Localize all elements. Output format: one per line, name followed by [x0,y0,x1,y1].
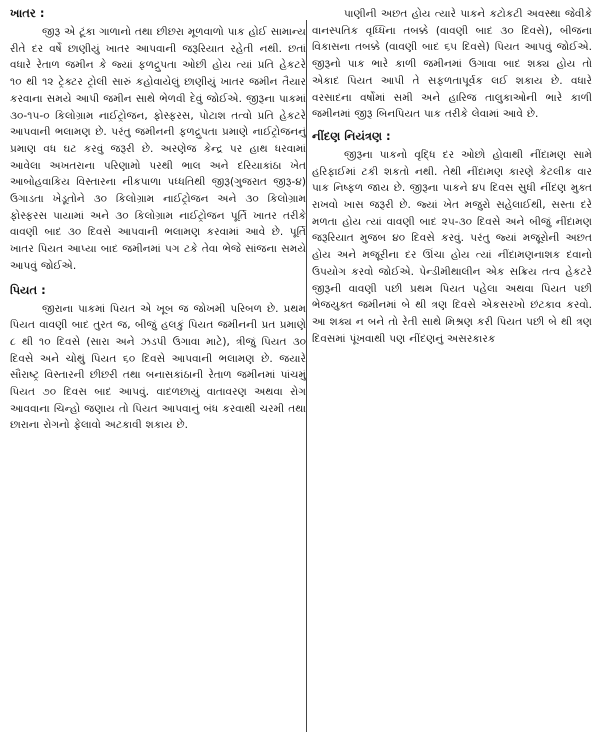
section-manure [10,6,306,275]
paragraph-irrigation-continued: પાણીની અછત હોય ત્યારે પાકને કટોકટી અવસ્થા જેવીકે વાનસ્પતિક વૃધ્ધિના તબક્કે (વાવણી બાદ ૩૦ દિવસે), બીજના વિકાસના તબક્કે (વાવણી બાદ ૬૫ દિવસે) પિયત આપવું જોઈએ. જીરૂનો પાક ભારે કાળી જમીનમાં ઉગાવા બાદ શક્ય હોય તો એકાદ પિયત આપી તે સફળતાપૂર્વક લઈ શકાય છે. વધારે વરસાદના વર્ષોમાં સમી અને હારિજ તાલુકાઓની ભારે કાળી જમીનમાં જીરૂ બિનપિયત પાક તરીકે લેવામાં આવે છે. [312,8,592,121]
left-column [10,6,306,442]
section-irrigation-continued [312,6,592,123]
section-heading-weed-control: નીંદણ નિયંત્રણ : [312,128,391,143]
section-heading-irrigation: પિયત : [10,282,46,297]
paragraph-weed-control: જીરૂના પાકનો વૃદ્ધિ દર ઓછો હોવાથી નીંદામણ સામે હરિફાઈમાં ટકી શકતો નથી. તેથી નીંદામણ કારણે કેટલીક વાર પાક નિષ્ફળ જાય છે. જીરૂના પાકને ૪૫ દિવસ સુધી નીંદણ મુક્ત રાખવો ખાસ જરૂરી છે. જ્યાં ખેત મજુરો સહેલાઈથી, સસ્તા દરે મળતા હોય ત્યાં વાવણી બાદ ૨૫-૩૦ દિવસે અને બીજું નીંદામણ જરૂરિયાત મુજબ ૪૦ દિવસે કરવું. પરંતુ જ્યાં મજૂરોની અછત હોય અને મજૂરીના દર ઊંચા હોય ત્યાં નીંદામણનાશક દવાનો ઉપયોગ કરવો જોઈએ. પેન્ડીમીથાલીન એક સક્રિય તત્વ હેકટરે જીરૂની વાવણી પછી પ્રથમ પિયત પહેલા અથવા પિયત પછી ભેજયુક્ત જમીનમાં બે થી ત્રણ દિવસે એકસરખો છંટકાવ કરવો. આ શક્ય ન બને તો રેતી સાથે મિશ્રણ કરી પિયત પછી બે થી ત્રણ દિવસમાં પૂંખવાથી પણ નીંદણનું અસરકારક [312,148,592,345]
column-divider [306,20,307,732]
paragraph-manure: જીરૂ એ ટૂંકા ગાળાનો તથા છીછરા મૂળવાળો પાક હોઈ સામાન્ય રીતે દર વર્ષે છાણીયું ખાતર આપવાની જરૂરિયાત રહેતી નથી. છતાં વધારે રેતાળ જમીન કે જ્યાં ફળદ્રુપતા ઓછી હોય ત્યાં પ્રતિ હેકટરે ૧૦ થી ૧૨ ટ્રેક્ટર ટ્રોલી સારું કહોવાયેલું છાણીયું ખાતર જમીન તૈયાર કરવાના સમયે આપી જમીન સાથે ભેળવી દેવું જોઈએ. જીરૂના પાકમાં ૩૦-૧૫-૦ કિલોગ્રામ નાઈટ્રોજન, ફોસ્ફરસ, પોટાશ તત્વો પ્રતિ હેકટરે આપવાની ભલામણ છે. પરંતુ જમીનની ફળદ્રુપતા પ્રમાણે નાઈટ્રોજનનું પ્રમાણ વધ ઘટ કરવું જરૂરી છે. અરણેજ કેન્દ્ર પર હાથ ધરવામાં આવેલા અખતરાના પરિણામો પરથી ભાલ અને દરિયાકાંઠા ખેત આબોહવાકિય વિસ્તારના નીકપાળા પધ્ધતિથી જીરૂ(ગુજરાત જીરૂ-૪) ઉગાડતા ખેડૂતોને ૩૦ કિલોગ્રામ નાઈટ્રોજન અને ૩૦ કિલોગ્રામ ફોસ્ફરસ પાયામાં અને ૩૦ કિલોગ્રામ નાઈટ્રોજન પૂર્તિ ખાતર તરીકે વાવણી બાદ ૩૦ દિવસે આપવાની ભલામણ કરવામાં આવે છે. પૂર્તિ ખાતર પિયત આપ્યા બાદ જમીનમાં પગ ટકે તેવા ભેજે સાંજના સમયે આપવું જોઈએ. [10,26,306,272]
right-column [312,6,592,353]
section-irrigation [10,283,306,435]
section-weed-control [312,129,592,347]
paragraph-irrigation: જીરાના પાકમાં પિયત એ ખૂબ જ જોખમી પરિબળ છે. પ્રથમ પિયત વાવણી બાદ તુરત જ, બીજું હલકું પિયત જમીનની પ્રત પ્રમાણે ૮ થી ૧૦ દિવસે (સારા અને ઝડપી ઉગાવા માટે), ત્રીજું પિયત ૩૦ દિવસે અને ચોથું પિયત ૬૦ દિવસે આપવાની ભલામણ છે. જયારે સૌરાષ્ટ્ર વિસ્તારની છીછરી તથા બનાસકાંઠાની રેતાળ જમીનમાં પાંચમું પિયત ૭૦ દિવસ બાદ આપવું. વાદળછાયું વાતાવરણ અથવા રોગ આવવાના ચિન્હો જણાય તો પિયત આપવાનું બંધ કરવાથી ચરમી તથા છારાના રોગનો ફેલાવો અટકાવી શકાય છે. [10,302,306,432]
section-heading-manure: ખાતર : [10,6,45,20]
